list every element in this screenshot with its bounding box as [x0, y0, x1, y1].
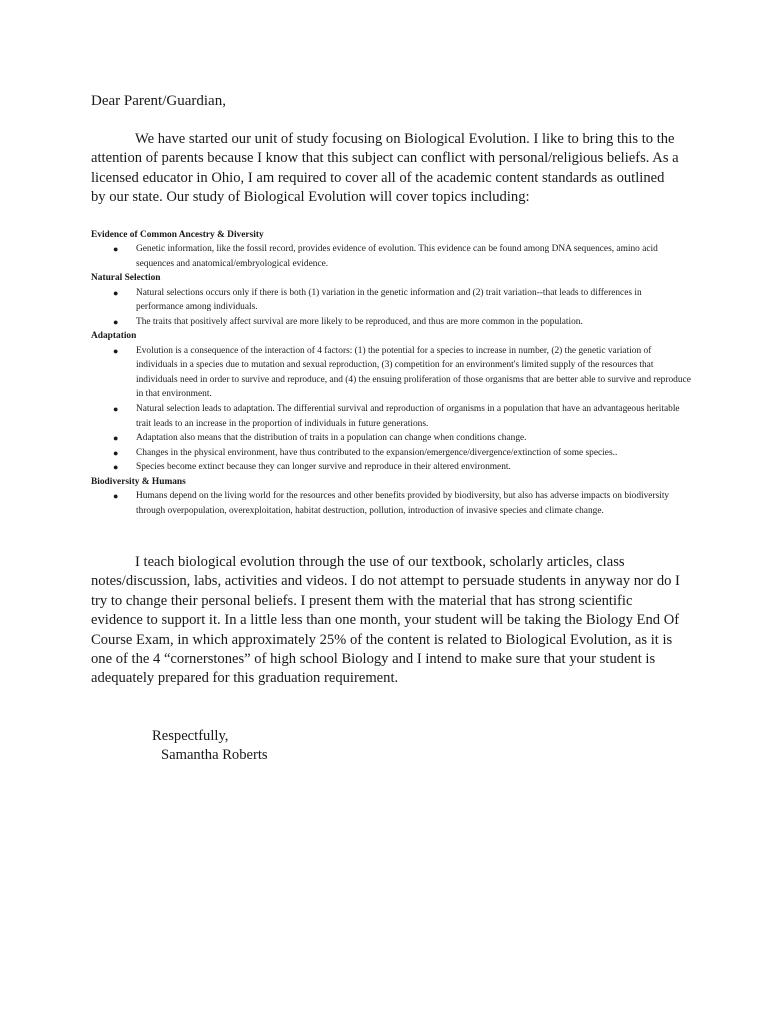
bullet-list [91, 286, 691, 330]
bullet-icon: ● [113, 316, 119, 327]
bullet-icon: ● [113, 403, 119, 414]
list-item [91, 315, 691, 330]
bullet-text: Humans depend on the living world for the resources and other benefits provided by biodiversity, but also has adverse impacts on biodiversity through overpopulation, overexploitation, habitat destruction, pollution, introduction of invasive species and climate change. [136, 491, 670, 516]
topic-section [91, 228, 691, 271]
signoff: Respectfully, [152, 728, 229, 744]
bullet-icon: ● [113, 447, 119, 458]
bullet-icon: ● [113, 287, 119, 298]
list-item [91, 242, 691, 271]
bullet-text: Adaptation also means that the distribution of traits in a population can change when conditions change. [136, 433, 527, 444]
bullet-list [91, 344, 691, 475]
bullet-icon: ● [113, 345, 119, 356]
closing-paragraph: I teach biological evolution through the use of our textbook, scholarly articles, class notes/discussion, labs, activities and videos. I do not attempt to persuade students in anyway nor do I try to change their personal beliefs. I present them with the material that has strong scientific evidence to support it. In a little less than one month, your student will be taking the Biology End Of Course Exam, in which approximately 25% of the content is related to Biological Evolution, as it is one of the 4 “cornerstones” of high school Biology and I intend to make sure that your student is adequately prepared for this graduation requirement. [91, 554, 680, 687]
list-item [91, 344, 691, 402]
list-item [91, 489, 691, 518]
bullet-list [91, 242, 691, 271]
bullet-icon: ● [113, 433, 119, 444]
bullet-text: Changes in the physical environment, have thus contributed to the expansion/emergence/divergence/extinction of some species.. [136, 447, 618, 458]
bullet-text: Natural selections occurs only if there is both (1) variation in the genetic information and (2) trait variation--that leads to differences in performance among individuals. [136, 287, 642, 313]
signature-name: Samantha Roberts [161, 747, 268, 763]
intro-paragraph: We have started our unit of study focusing on Biological Evolution. I like to bring this to the attention of parents because I know that this subject can conflict with personal/religious beliefs. As a licensed educator in Ohio, I am required to cover all of the academic content standards as outlined by our state. Our study of Biological Evolution will cover topics including: [91, 131, 679, 206]
bullet-list [91, 489, 691, 518]
bullet-icon: ● [113, 244, 119, 255]
bullet-text: Species become extinct because they can longer survive and reproduce in their altered environment. [136, 462, 511, 473]
list-item [91, 286, 691, 315]
bullet-text: Evolution is a consequence of the interaction of 4 factors: (1) the potential for a species to increase in number, (2) the genetic variation of individuals in a species due to mutation and sexual reproduction, (3) competition for an environment's limited supply of the resources that individuals need in order to survive and reproduce, and (4) the ensuing proliferation of those organisms that are better able to survive and reproduce in that environment. [136, 345, 691, 400]
section-title: Natural Selection [91, 273, 161, 284]
bullet-icon: ● [113, 491, 119, 502]
bullet-text: Genetic information, like the fossil record, provides evidence of evolution. This evidence can be found among DNA sequences, amino acid sequences and anatomical/embryological evidence. [136, 244, 658, 269]
greeting: Dear Parent/Guardian, [91, 93, 226, 109]
section-title: Biodiversity & Humans [91, 476, 186, 487]
bullet-icon: ● [113, 462, 119, 473]
topic-section [91, 271, 691, 329]
bullet-text: The traits that positively affect survival are more likely to be reproduced, and thus are more common in the population. [136, 316, 583, 327]
topic-section [91, 329, 691, 475]
bullet-text: Natural selection leads to adaptation. The differential survival and reproduction of organisms in a population that have an advantageous heritable trait leads to an increase in the proportion of individuals in future generations. [136, 403, 680, 429]
topics-list [91, 228, 691, 518]
list-item [91, 460, 691, 475]
topic-section [91, 475, 691, 518]
section-title: Evidence of Common Ancestry & Diversity [91, 230, 264, 240]
list-item [91, 431, 691, 446]
section-title: Adaptation [91, 331, 137, 342]
list-item [91, 402, 691, 431]
list-item [91, 446, 691, 461]
